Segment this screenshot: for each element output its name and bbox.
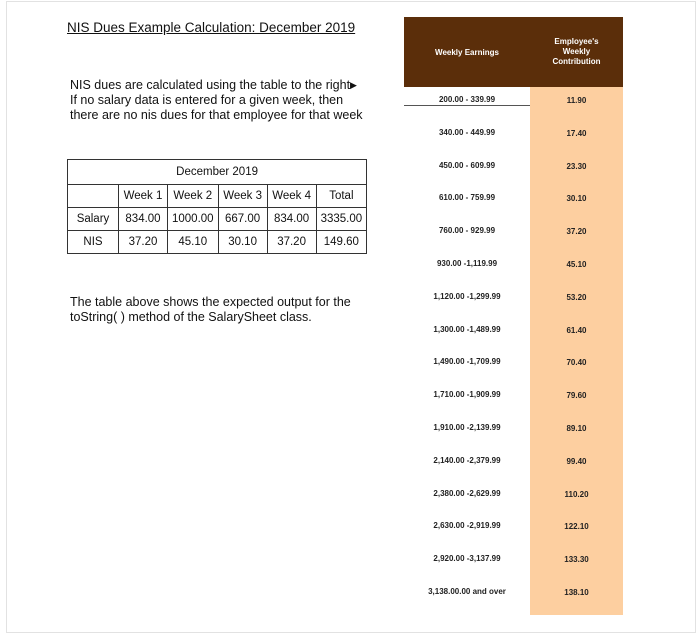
table-cell bbox=[68, 185, 119, 208]
rate-row-contribution: 37.20 bbox=[566, 227, 587, 237]
rate-row-earnings: 930.00 -1,119.99 bbox=[436, 259, 498, 268]
header-weekly-earnings: Weekly Earnings bbox=[435, 47, 499, 57]
description-line-3: there are no nis dues for that employee for that week bbox=[70, 108, 363, 122]
salary-table bbox=[67, 159, 367, 254]
rate-row-contribution: 30.10 bbox=[566, 194, 587, 204]
table-row bbox=[68, 185, 367, 208]
rate-row-contribution: 133.30 bbox=[564, 555, 589, 565]
table-cell: 149.60 bbox=[316, 231, 367, 254]
rate-row-contribution: 70.40 bbox=[566, 358, 587, 368]
rate-row-earnings: 1,300.00 -1,489.99 bbox=[433, 324, 501, 334]
table-row bbox=[68, 231, 367, 254]
table-cell: 37.20 bbox=[119, 231, 168, 254]
table-cell: Salary bbox=[68, 208, 119, 231]
rate-row-earnings: 2,920.00 -3,137.99 bbox=[433, 554, 501, 564]
rate-row-earnings: 1,120.00 -1,299.99 bbox=[433, 291, 501, 301]
header-employee-contribution: Employee's Weekly Contribution bbox=[552, 37, 601, 66]
note-line-1: The table above shows the expected output for the bbox=[70, 295, 351, 309]
table-cell: 1000.00 bbox=[168, 208, 219, 231]
rate-row-earnings: 200.00 - 339.99 bbox=[438, 95, 496, 104]
table-cell: Week 1 bbox=[119, 185, 168, 208]
table-cell: Total bbox=[316, 185, 367, 208]
table-cell: Week 4 bbox=[267, 185, 316, 208]
table-cell: 3335.00 bbox=[316, 208, 367, 231]
rate-row-contribution: 99.40 bbox=[566, 456, 587, 466]
table-cell: 30.10 bbox=[218, 231, 267, 254]
table-cell: 834.00 bbox=[119, 208, 168, 231]
rate-row-earnings: 610.00 - 759.99 bbox=[438, 193, 496, 203]
table-cell: 834.00 bbox=[267, 208, 316, 231]
rate-row-earnings: 2,630.00 -2,919.99 bbox=[433, 521, 501, 531]
table-cell: Week 3 bbox=[218, 185, 267, 208]
rate-row-earnings: 2,140.00 -2,379.99 bbox=[433, 455, 501, 465]
description bbox=[70, 78, 370, 123]
description-line-1: NIS dues are calculated using the table to the right▶ bbox=[70, 78, 357, 92]
table-cell: NIS bbox=[68, 231, 119, 254]
rate-row-earnings: 340.00 - 449.99 bbox=[438, 127, 496, 137]
rate-row-contribution: 45.10 bbox=[566, 260, 587, 269]
rate-row-earnings: 1,710.00 -1,909.99 bbox=[433, 390, 501, 400]
rate-row-contribution: 122.10 bbox=[564, 522, 589, 532]
rate-row-contribution: 23.30 bbox=[566, 161, 587, 171]
rate-row-contribution: 61.40 bbox=[566, 325, 587, 335]
rate-row-contribution: 11.90 bbox=[566, 96, 587, 105]
table-cell: 667.00 bbox=[218, 208, 267, 231]
rate-table-header bbox=[404, 17, 623, 87]
page-title: NIS Dues Example Calculation: December 2019 bbox=[67, 20, 356, 35]
rate-row-contribution: 17.40 bbox=[566, 128, 587, 138]
rate-row-earnings: 3,138.00.00 and over bbox=[428, 587, 506, 596]
salary-table-month: December 2019 bbox=[68, 160, 367, 185]
table-cell: 37.20 bbox=[267, 231, 316, 254]
row-divider bbox=[404, 105, 530, 106]
table-cell: 45.10 bbox=[168, 231, 219, 254]
rate-row-contribution: 138.10 bbox=[564, 588, 589, 597]
rate-row-earnings: 1,910.00 -2,139.99 bbox=[433, 423, 501, 432]
rate-row-earnings: 450.00 - 609.99 bbox=[438, 160, 496, 170]
rate-row-earnings: 760.00 - 929.99 bbox=[438, 226, 496, 236]
rate-row-earnings: 2,380.00 -2,629.99 bbox=[433, 488, 501, 498]
rate-row-contribution: 89.10 bbox=[566, 424, 587, 433]
rate-row-earnings: 1,490.00 -1,709.99 bbox=[433, 357, 501, 367]
rate-row-contribution: 79.60 bbox=[566, 391, 587, 401]
table-row bbox=[68, 208, 367, 231]
arrow-right-icon: ▶ bbox=[350, 80, 357, 90]
note bbox=[70, 295, 370, 325]
description-line-2: If no salary data is entered for a given week, then bbox=[70, 93, 344, 107]
table-cell: Week 2 bbox=[168, 185, 219, 208]
note-line-2: toString( ) method of the SalarySheet class. bbox=[70, 310, 312, 324]
rate-row-contribution: 53.20 bbox=[566, 292, 587, 302]
rate-row-contribution: 110.20 bbox=[564, 489, 589, 499]
